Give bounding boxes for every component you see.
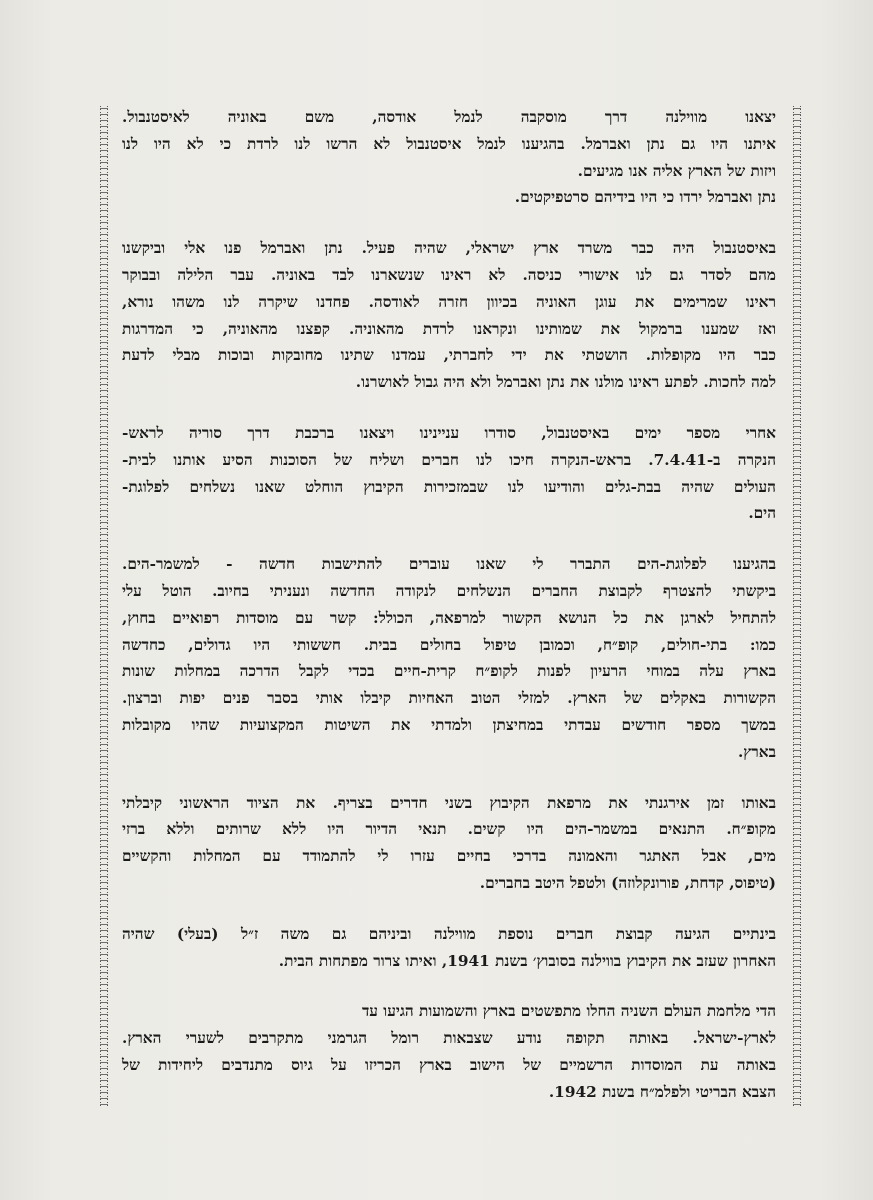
text-line: בארץ. xyxy=(737,742,776,761)
text-line: יצאנו מווילנה דרך מוסקבה לנמל אודסה, משם באוניה לאיסטנבול. xyxy=(122,108,776,126)
text-line: בהגיענו לפלוגת-הים התברר לי שאנו עוברים להתישבות חדשה - למשמר-הים. xyxy=(122,555,776,574)
text-line: מים, אבל האתגר והאמונה בדרכי בחיים עזרו לי להתמודד עם המחלות והקשיים xyxy=(122,847,776,866)
text-line: מהם לסדר גם לנו אישורי כניסה. לא ראינו שנשארנו לבד באוניה. עבר הלילה ובבוקר xyxy=(122,265,776,284)
paragraph-4 xyxy=(122,551,776,765)
text-line: איתנו היו גם נתן ואברמל. בהגיענו לנמל איסטנבול לא הרשו לנו לרדת כי לא היו לנו xyxy=(122,134,776,153)
text-line: כבר היו מקופלות. הושטתי את ידי לחברתי, עמדנו שתינו מחובקות ובוכות מבלי לדעת xyxy=(122,346,776,365)
document-body xyxy=(122,104,776,1130)
text-line: כמו: בתי-חולים, קופ״ח, וכמובן טיפול בחולים בבית. חששותי היו גדולים, כחדשה xyxy=(122,635,776,654)
text-line: ראינו שמרימים את עוגן האוניה בכיוון חזרה לאודסה. פחדנו שיקרה לנו משהו נורא, xyxy=(122,292,776,311)
text-line: בארץ עלה במוחי הרעיון לפנות לקופ״ח קרית-חיים בכדי לקבל הדרכה במחלות שונות xyxy=(122,662,776,681)
text-line: הים. xyxy=(748,504,776,523)
text-line: למה לחכות. לפתע ראינו מולנו את נתן ואברמל ולא היה גבול לאושרנו. xyxy=(355,373,776,392)
text-line: אחרי מספר ימים באיסטנבול, סודרו עניינינו ויצאנו ברכבת דרך סוריה לראש- xyxy=(122,423,776,442)
paragraph-5 xyxy=(122,790,776,897)
paragraph-2 xyxy=(122,235,776,396)
text-line: הדי מלחמת העולם השניה החלו מתפשטים בארץ והשמועות הגיעו עד xyxy=(361,1002,776,1021)
text-line: מקופ״ח. התנאים במשמר-הים היו קשים. תנאי הדיור היו ללא שרותים וללא ברזי xyxy=(122,820,776,839)
text-line: (טיפוס, קדחת, פורונקלוזה) ולטפל היטב בחברים. xyxy=(479,873,776,892)
text-line: במשך מספר חודשים עבדתי במחיצתן ולמדתי את השיטות המקצועיות שהיו מקובלות xyxy=(122,715,776,734)
text-line: באיסטנבול היה כבר משרד ארץ ישראלי, שהיה פעיל. נתן ואברמל פנו אלי וביקשנו xyxy=(122,239,776,258)
text-line: נתן ואברמל ירדו כי היו בידיהם סרטפיקטים. xyxy=(514,188,776,207)
paragraph-6 xyxy=(122,921,776,975)
paragraph-1 xyxy=(122,104,776,211)
text-line: להתחיל לארגן את כל הנושא הקשור למרפאה, הכולל: קשר עם מוסדות רפואיים בחוץ, xyxy=(122,608,776,627)
text-line: הצבא הבריטי ולפלמ״ח בשנת 1942. xyxy=(548,1082,776,1101)
text-line: ואז שמענו ברמקול את שמותינו ונקראנו לרדת מהאוניה. קפצנו מהאוניה, כי המדרגות xyxy=(122,319,776,338)
text-line: ויזות של הארץ אליה אנו מגיעים. xyxy=(577,161,776,180)
text-line: הנקרה ב-7.4.41. בראש-הנקרה חיכו לנו חברים ושליח של הסוכנות הסיע אותנו לבית- xyxy=(122,450,776,469)
decorative-border-right xyxy=(793,106,801,1106)
text-line: בינתיים הגיעה קבוצת חברים נוספת מווילנה וביניהם גם משה ז״ל (בעלי) שהיה xyxy=(122,924,776,943)
decorative-border-left xyxy=(100,106,108,1106)
paragraph-3 xyxy=(122,420,776,527)
text-line: לארץ-ישראל. באותה תקופה נודע שצבאות רומל הגרמני מתקרבים לשערי הארץ. xyxy=(122,1029,776,1048)
text-line: באותה עת המוסדות הרשמיים של הישוב בארץ הכריזו על גיוס מתנדבים ליחידות של xyxy=(122,1055,776,1074)
text-line: העולים שהיה בבת-גלים והודיעו לנו שבמזכירות הקיבוץ הוחלט שאנו נשלחים לפלוגת- xyxy=(122,477,776,496)
text-line: באותו זמן אירגנתי את מרפאת הקיבוץ בשני חדרים בצריף. את הציוד הראשוני קיבלתי xyxy=(122,793,776,812)
text-line: הקשורות באקלים של הארץ. למזלי הטוב האחיות קיבלו אותי בסבר פנים יפות וברצון. xyxy=(122,689,776,708)
paragraph-7 xyxy=(122,998,776,1105)
text-line: ביקשתי להצטרף לקבוצת החברים הנשלחים לנקודה החדשה ונעניתי בחיוב. הוטל עלי xyxy=(122,581,776,600)
text-line: האחרון שעזב את הקיבוץ בווילנה בסובוץ׳ בשנת 1941, ואיתו צרור מפתחות הבית. xyxy=(278,951,776,970)
